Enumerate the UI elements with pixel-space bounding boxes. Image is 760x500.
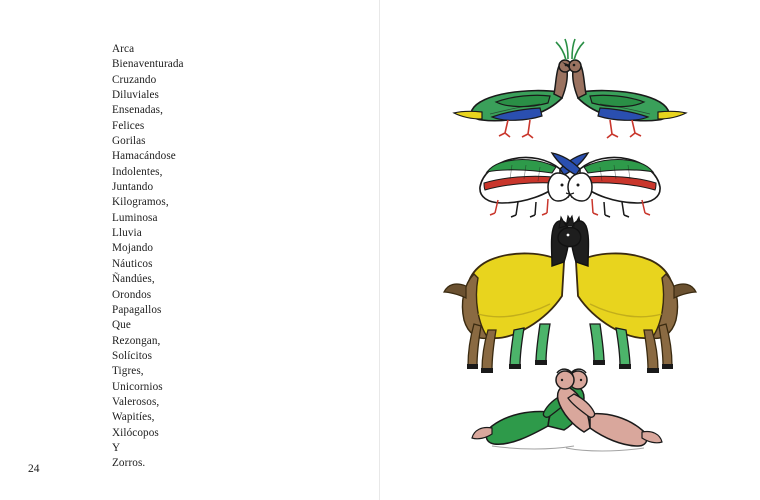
poem-line: Xilócopos	[112, 426, 159, 439]
poem-line: Hamacándose	[112, 150, 176, 163]
poem-line: Ensenadas,	[112, 104, 164, 117]
poem-line: Valerosos,	[112, 395, 160, 408]
poem-line: Luminosa	[112, 211, 158, 224]
poem-line: Juntando	[112, 181, 154, 194]
poem-line: Wapitíes,	[112, 411, 155, 424]
poem-line: Arca	[112, 43, 135, 55]
poem-line: Rezongan,	[112, 334, 161, 347]
illustration	[380, 0, 760, 500]
poem-line: Ñandúes,	[112, 273, 155, 286]
armadillo-pair	[480, 153, 660, 217]
poem-line: Solícitos	[112, 349, 153, 362]
poem-line: Gorilas	[112, 135, 146, 148]
horse-pair	[444, 216, 696, 373]
bird-pair	[454, 39, 686, 138]
poem-line: Que	[112, 319, 131, 332]
figure-pair	[472, 369, 662, 451]
poem-line: Cruzando	[112, 73, 157, 86]
poem-line: Lluvia	[112, 227, 142, 240]
page-number: 24	[28, 463, 40, 475]
right-page	[380, 0, 760, 500]
poem-text	[112, 42, 312, 472]
poem-line: Tigres,	[112, 365, 144, 378]
figure-pink	[556, 369, 662, 451]
poem-line: Diluviales	[112, 89, 159, 102]
poem-line: Papagallos	[112, 303, 162, 316]
poem-line: Kilogramos,	[112, 196, 169, 209]
poem-line: Mojando	[112, 242, 154, 255]
poem-line: Felices	[112, 119, 145, 132]
poem-line: Bienaventurada	[112, 58, 184, 71]
poem-line: Indolentes,	[112, 165, 163, 178]
poem-line: Unicornios	[112, 380, 163, 393]
poem-line: Orondos	[112, 288, 152, 301]
poem-line: Náuticos	[112, 257, 153, 270]
poem-line: Y	[112, 441, 121, 454]
poem-line: Zorros.	[112, 457, 146, 470]
